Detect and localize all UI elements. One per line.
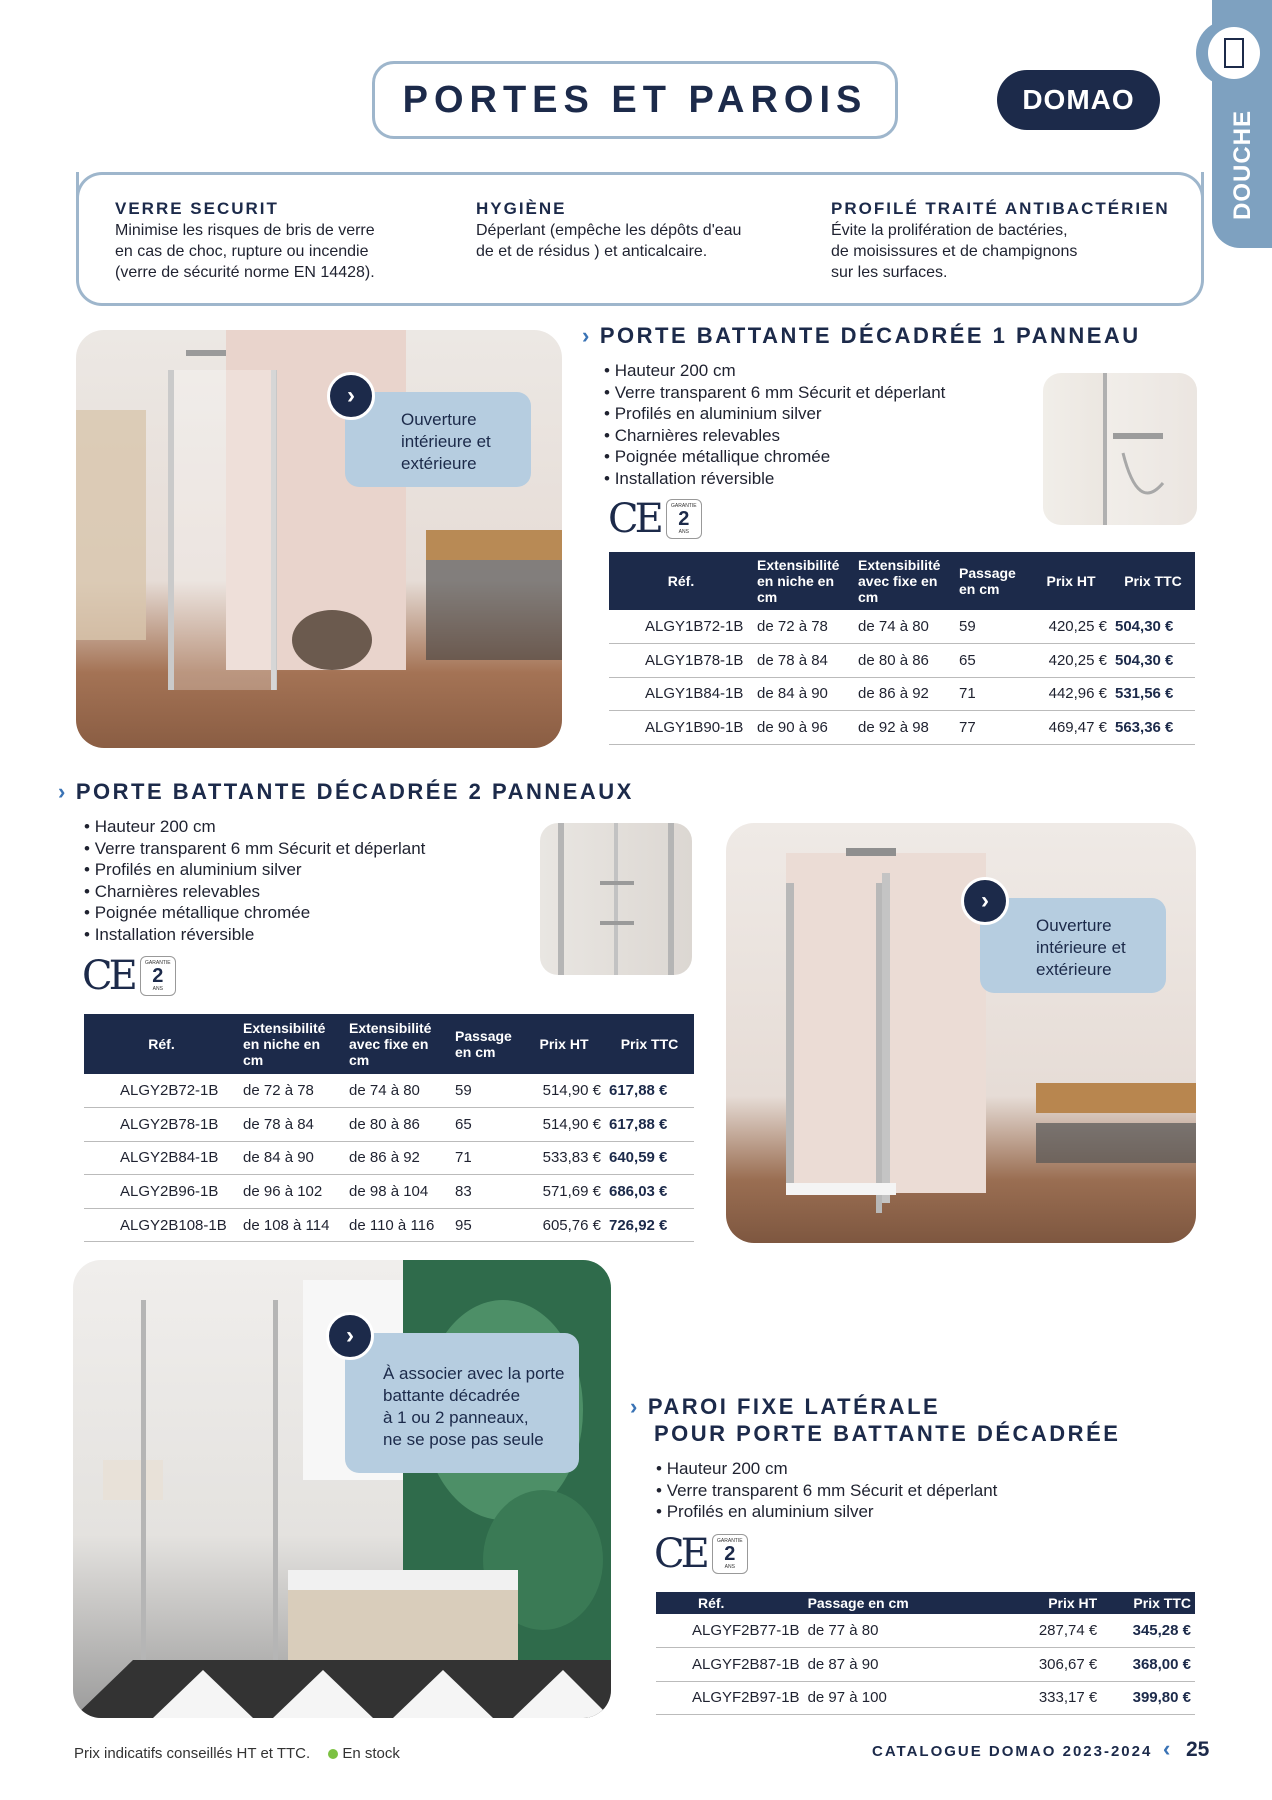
- cell: de 78 à 84: [753, 644, 854, 678]
- column-header: Prix HT: [1031, 552, 1111, 610]
- list-item: • Profilés en aluminium silver: [604, 403, 984, 425]
- callout-text: à 1 ou 2 panneaux,: [383, 1408, 529, 1427]
- product-thumb-1: [1043, 373, 1197, 525]
- brand-logo: [997, 70, 1160, 130]
- table-row: [84, 1108, 694, 1142]
- in-stock-dot-icon: [328, 1749, 338, 1759]
- guarantee-unit: ANS: [678, 529, 689, 535]
- price-table-3: [656, 1592, 1195, 1715]
- price-ttc: 345,28 €: [1101, 1614, 1195, 1648]
- category-tab-icon-holder: [1196, 20, 1272, 86]
- callout-text: battante décadrée: [383, 1386, 521, 1405]
- section-title-paroi-fixe: [630, 1393, 1120, 1447]
- table-row: [84, 1074, 694, 1108]
- cell: 95: [451, 1208, 523, 1242]
- column-header: Prix TTC: [1111, 552, 1195, 610]
- column-header: Extensibilité en niche en cm: [239, 1014, 345, 1074]
- feature-text: Déperlant (empêche les dépôts d'eau: [476, 222, 742, 239]
- cell: de 110 à 116: [345, 1208, 451, 1242]
- cell: de 74 à 80: [345, 1074, 451, 1108]
- table-row: [609, 644, 1195, 678]
- cell: de 77 à 80: [804, 1614, 999, 1648]
- table-row: [609, 711, 1195, 745]
- cell: de 108 à 114: [239, 1208, 345, 1242]
- table-row: [84, 1141, 694, 1175]
- price-ttc: 504,30 €: [1111, 610, 1195, 644]
- price-ttc: 399,80 €: [1101, 1681, 1195, 1715]
- column-header: Extensibilité avec fixe en cm: [854, 552, 955, 610]
- guarantee-years: 2: [678, 508, 690, 530]
- certification-badges-3: [654, 1531, 748, 1577]
- cell: de 80 à 86: [854, 644, 955, 678]
- section-title-text: PAROI FIXE LATÉRALE: [647, 1394, 941, 1419]
- features-list-2: [84, 816, 484, 945]
- guarantee-badge: [140, 956, 176, 996]
- price-ttc: 368,00 €: [1101, 1648, 1195, 1682]
- chevron-right-icon: ›: [961, 877, 1009, 925]
- table-row: [656, 1614, 1195, 1648]
- guarantee-badge: [666, 499, 702, 539]
- cell: 59: [451, 1074, 523, 1108]
- callout-text: Ouverture: [1036, 916, 1112, 935]
- price-ht: 420,25 €: [1031, 644, 1111, 678]
- feature-text: Évite la prolifération de bactéries,: [831, 222, 1068, 239]
- chevron-right-icon: ›: [327, 372, 375, 420]
- list-item: • Charnières relevables: [604, 425, 984, 447]
- cell: 65: [451, 1108, 523, 1142]
- column-header: Prix TTC: [605, 1014, 694, 1074]
- cell: de 78 à 84: [239, 1108, 345, 1142]
- callout-text: À associer avec la porte: [383, 1364, 565, 1383]
- feature-text: sur les surfaces.: [831, 264, 948, 281]
- list-item: • Profilés en aluminium silver: [84, 859, 484, 881]
- feature-title: PROFILÉ TRAITÉ ANTIBACTÉRIEN: [831, 199, 1170, 218]
- list-item: • Installation réversible: [604, 468, 984, 490]
- price-ht: 287,74 €: [999, 1614, 1101, 1648]
- certification-badges-2: [82, 953, 176, 999]
- page-number: 25: [1186, 1738, 1210, 1761]
- ref-cell: ALGYF2B97-1B: [656, 1681, 804, 1715]
- cell: de 96 à 102: [239, 1175, 345, 1209]
- section-title-text: PORTE BATTANTE DÉCADRÉE 1 PANNEAU: [599, 323, 1141, 348]
- list-item: • Hauteur 200 cm: [656, 1458, 1056, 1480]
- chevron-right-icon: ›: [582, 323, 592, 348]
- column-header: Prix TTC: [1101, 1592, 1195, 1614]
- callout-text: extérieure: [1036, 960, 1112, 979]
- page-title: PORTES ET PAROIS: [402, 78, 868, 121]
- chevron-left-icon: ‹: [1163, 1736, 1171, 1761]
- cell: de 74 à 80: [854, 610, 955, 644]
- ref-cell: ALGYF2B77-1B: [656, 1614, 804, 1648]
- cell: de 86 à 92: [345, 1141, 451, 1175]
- price-table-2: [84, 1014, 694, 1242]
- shower-photo-2: [726, 823, 1196, 1243]
- feature-callout-2: [980, 898, 1166, 993]
- page-title-box: [372, 61, 898, 139]
- cell: 59: [955, 610, 1031, 644]
- chevron-right-icon: ›: [326, 1312, 374, 1360]
- feature-text: de et de résidus ) et anticalcaire.: [476, 243, 708, 260]
- list-item: • Installation réversible: [84, 924, 484, 946]
- feature-text: (verre de sécurité norme EN 14428).: [115, 264, 375, 281]
- features-list-3: [656, 1458, 1056, 1523]
- cell: 71: [451, 1141, 523, 1175]
- cell: de 80 à 86: [345, 1108, 451, 1142]
- guarantee-years: 2: [152, 965, 164, 987]
- price-ht: 469,47 €: [1031, 711, 1111, 745]
- ce-mark-icon: CE: [654, 1531, 706, 1577]
- list-item: • Hauteur 200 cm: [84, 816, 484, 838]
- feature-callout-1: [345, 392, 531, 487]
- guarantee-unit: ANS: [152, 986, 163, 992]
- callout-text: extérieure: [401, 454, 477, 473]
- price-ht: 420,25 €: [1031, 610, 1111, 644]
- guarantee-unit: ANS: [724, 1564, 735, 1570]
- cell: de 87 à 90: [804, 1648, 999, 1682]
- cell: 83: [451, 1175, 523, 1209]
- table-row: [656, 1681, 1195, 1715]
- price-ht: 571,69 €: [523, 1175, 605, 1209]
- callout-text: ne se pose pas seule: [383, 1430, 544, 1449]
- table-row: [609, 610, 1195, 644]
- list-item: • Verre transparent 6 mm Sécurit et déperlant: [656, 1480, 1056, 1502]
- price-ttc: 686,03 €: [605, 1175, 694, 1209]
- ref-cell: ALGY2B108-1B: [84, 1208, 239, 1242]
- ref-cell: ALGY1B84-1B: [609, 677, 753, 711]
- feature-verre-securit: [115, 198, 435, 283]
- callout-text: intérieure et: [401, 432, 491, 451]
- column-header: Extensibilité avec fixe en cm: [345, 1014, 451, 1074]
- table-row: [656, 1648, 1195, 1682]
- door-icon: [1208, 27, 1260, 79]
- column-header: Réf.: [609, 552, 753, 610]
- guarantee-badge: [712, 1534, 748, 1574]
- cell: de 72 à 78: [239, 1074, 345, 1108]
- cell: 71: [955, 677, 1031, 711]
- table-row: [84, 1175, 694, 1209]
- price-ht: 514,90 €: [523, 1074, 605, 1108]
- ref-cell: ALGY2B96-1B: [84, 1175, 239, 1209]
- column-header: Prix HT: [999, 1592, 1101, 1614]
- price-disclaimer: Prix indicatifs conseillés HT et TTC.: [74, 1745, 311, 1762]
- price-ht: 533,83 €: [523, 1141, 605, 1175]
- guarantee-label: GARANTIE: [671, 503, 697, 509]
- feature-hygiene: [476, 198, 796, 262]
- list-item: • Poignée métallique chromée: [84, 902, 484, 924]
- price-ht: 605,76 €: [523, 1208, 605, 1242]
- chevron-right-icon: ›: [630, 1394, 640, 1419]
- cell: de 86 à 92: [854, 677, 955, 711]
- cell: de 97 à 100: [804, 1681, 999, 1715]
- column-header: Extensibilité en niche en cm: [753, 552, 854, 610]
- cell: de 90 à 96: [753, 711, 854, 745]
- price-ttc: 726,92 €: [605, 1208, 694, 1242]
- list-item: • Charnières relevables: [84, 881, 484, 903]
- callout-text: intérieure et: [1036, 938, 1126, 957]
- section-title-text: POUR PORTE BATTANTE DÉCADRÉE: [654, 1421, 1121, 1446]
- feature-title: HYGIÈNE: [476, 199, 567, 218]
- ref-cell: ALGY2B84-1B: [84, 1141, 239, 1175]
- column-header: Passage en cm: [804, 1592, 999, 1614]
- guarantee-years: 2: [724, 1543, 736, 1565]
- column-header: Passage en cm: [451, 1014, 523, 1074]
- footer-note: [74, 1745, 400, 1762]
- cell: 65: [955, 644, 1031, 678]
- price-ttc: 563,36 €: [1111, 711, 1195, 745]
- list-item: • Hauteur 200 cm: [604, 360, 984, 382]
- ref-cell: ALGY1B78-1B: [609, 644, 753, 678]
- ce-mark-icon: CE: [82, 953, 134, 999]
- price-table-1: [609, 552, 1195, 745]
- price-ht: 442,96 €: [1031, 677, 1111, 711]
- price-ht: 333,17 €: [999, 1681, 1101, 1715]
- price-ttc: 617,88 €: [605, 1108, 694, 1142]
- column-header: Passage en cm: [955, 552, 1031, 610]
- ce-mark-icon: CE: [608, 496, 660, 542]
- category-tab-label: DOUCHE: [1229, 110, 1256, 221]
- product-thumb-2: [540, 823, 692, 975]
- feature-text: en cas de choc, rupture ou incendie: [115, 243, 369, 260]
- guarantee-label: GARANTIE: [145, 960, 171, 966]
- feature-text: Minimise les risques de bris de verre: [115, 222, 375, 239]
- cell: de 84 à 90: [239, 1141, 345, 1175]
- column-header: Prix HT: [523, 1014, 605, 1074]
- list-item: • Profilés en aluminium silver: [656, 1501, 1056, 1523]
- ref-cell: ALGY1B72-1B: [609, 610, 753, 644]
- list-item: • Verre transparent 6 mm Sécurit et déperlant: [604, 382, 984, 404]
- price-ttc: 640,59 €: [605, 1141, 694, 1175]
- cell: de 92 à 98: [854, 711, 955, 745]
- table-row: [609, 677, 1195, 711]
- feature-callout-3: [345, 1333, 579, 1473]
- catalogue-label: CATALOGUE DOMAO 2023-2024: [872, 1743, 1153, 1760]
- brand-name: DOMAO: [1022, 84, 1135, 115]
- price-ttc: 504,30 €: [1111, 644, 1195, 678]
- cell: de 72 à 78: [753, 610, 854, 644]
- cell: de 84 à 90: [753, 677, 854, 711]
- price-ht: 514,90 €: [523, 1108, 605, 1142]
- ref-cell: ALGYF2B87-1B: [656, 1648, 804, 1682]
- section-title-1-panneau: [582, 322, 1141, 349]
- shower-illustration: [726, 823, 1196, 1243]
- price-ttc: 531,56 €: [1111, 677, 1195, 711]
- guarantee-label: GARANTIE: [717, 1538, 743, 1544]
- cell: de 98 à 104: [345, 1175, 451, 1209]
- feature-text: de moisissures et de champignons: [831, 243, 1078, 260]
- list-item: • Verre transparent 6 mm Sécurit et déperlant: [84, 838, 484, 860]
- chevron-right-icon: ›: [58, 779, 68, 804]
- features-list-1: [604, 360, 984, 489]
- stock-legend: En stock: [342, 1745, 400, 1762]
- callout-text: Ouverture: [401, 410, 477, 429]
- section-title-2-panneaux: [58, 778, 634, 805]
- ref-cell: ALGY2B78-1B: [84, 1108, 239, 1142]
- ref-cell: ALGY2B72-1B: [84, 1074, 239, 1108]
- cell: 77: [955, 711, 1031, 745]
- feature-antibacterien: [831, 198, 1171, 283]
- certification-badges-1: [608, 496, 702, 542]
- price-ht: 306,67 €: [999, 1648, 1101, 1682]
- ref-cell: ALGY1B90-1B: [609, 711, 753, 745]
- price-ttc: 617,88 €: [605, 1074, 694, 1108]
- column-header: Réf.: [656, 1592, 804, 1614]
- section-title-text: PORTE BATTANTE DÉCADRÉE 2 PANNEAUX: [75, 779, 634, 804]
- table-row: [84, 1208, 694, 1242]
- column-header: Réf.: [84, 1014, 239, 1074]
- feature-title: VERRE SECURIT: [115, 199, 279, 218]
- list-item: • Poignée métallique chromée: [604, 446, 984, 468]
